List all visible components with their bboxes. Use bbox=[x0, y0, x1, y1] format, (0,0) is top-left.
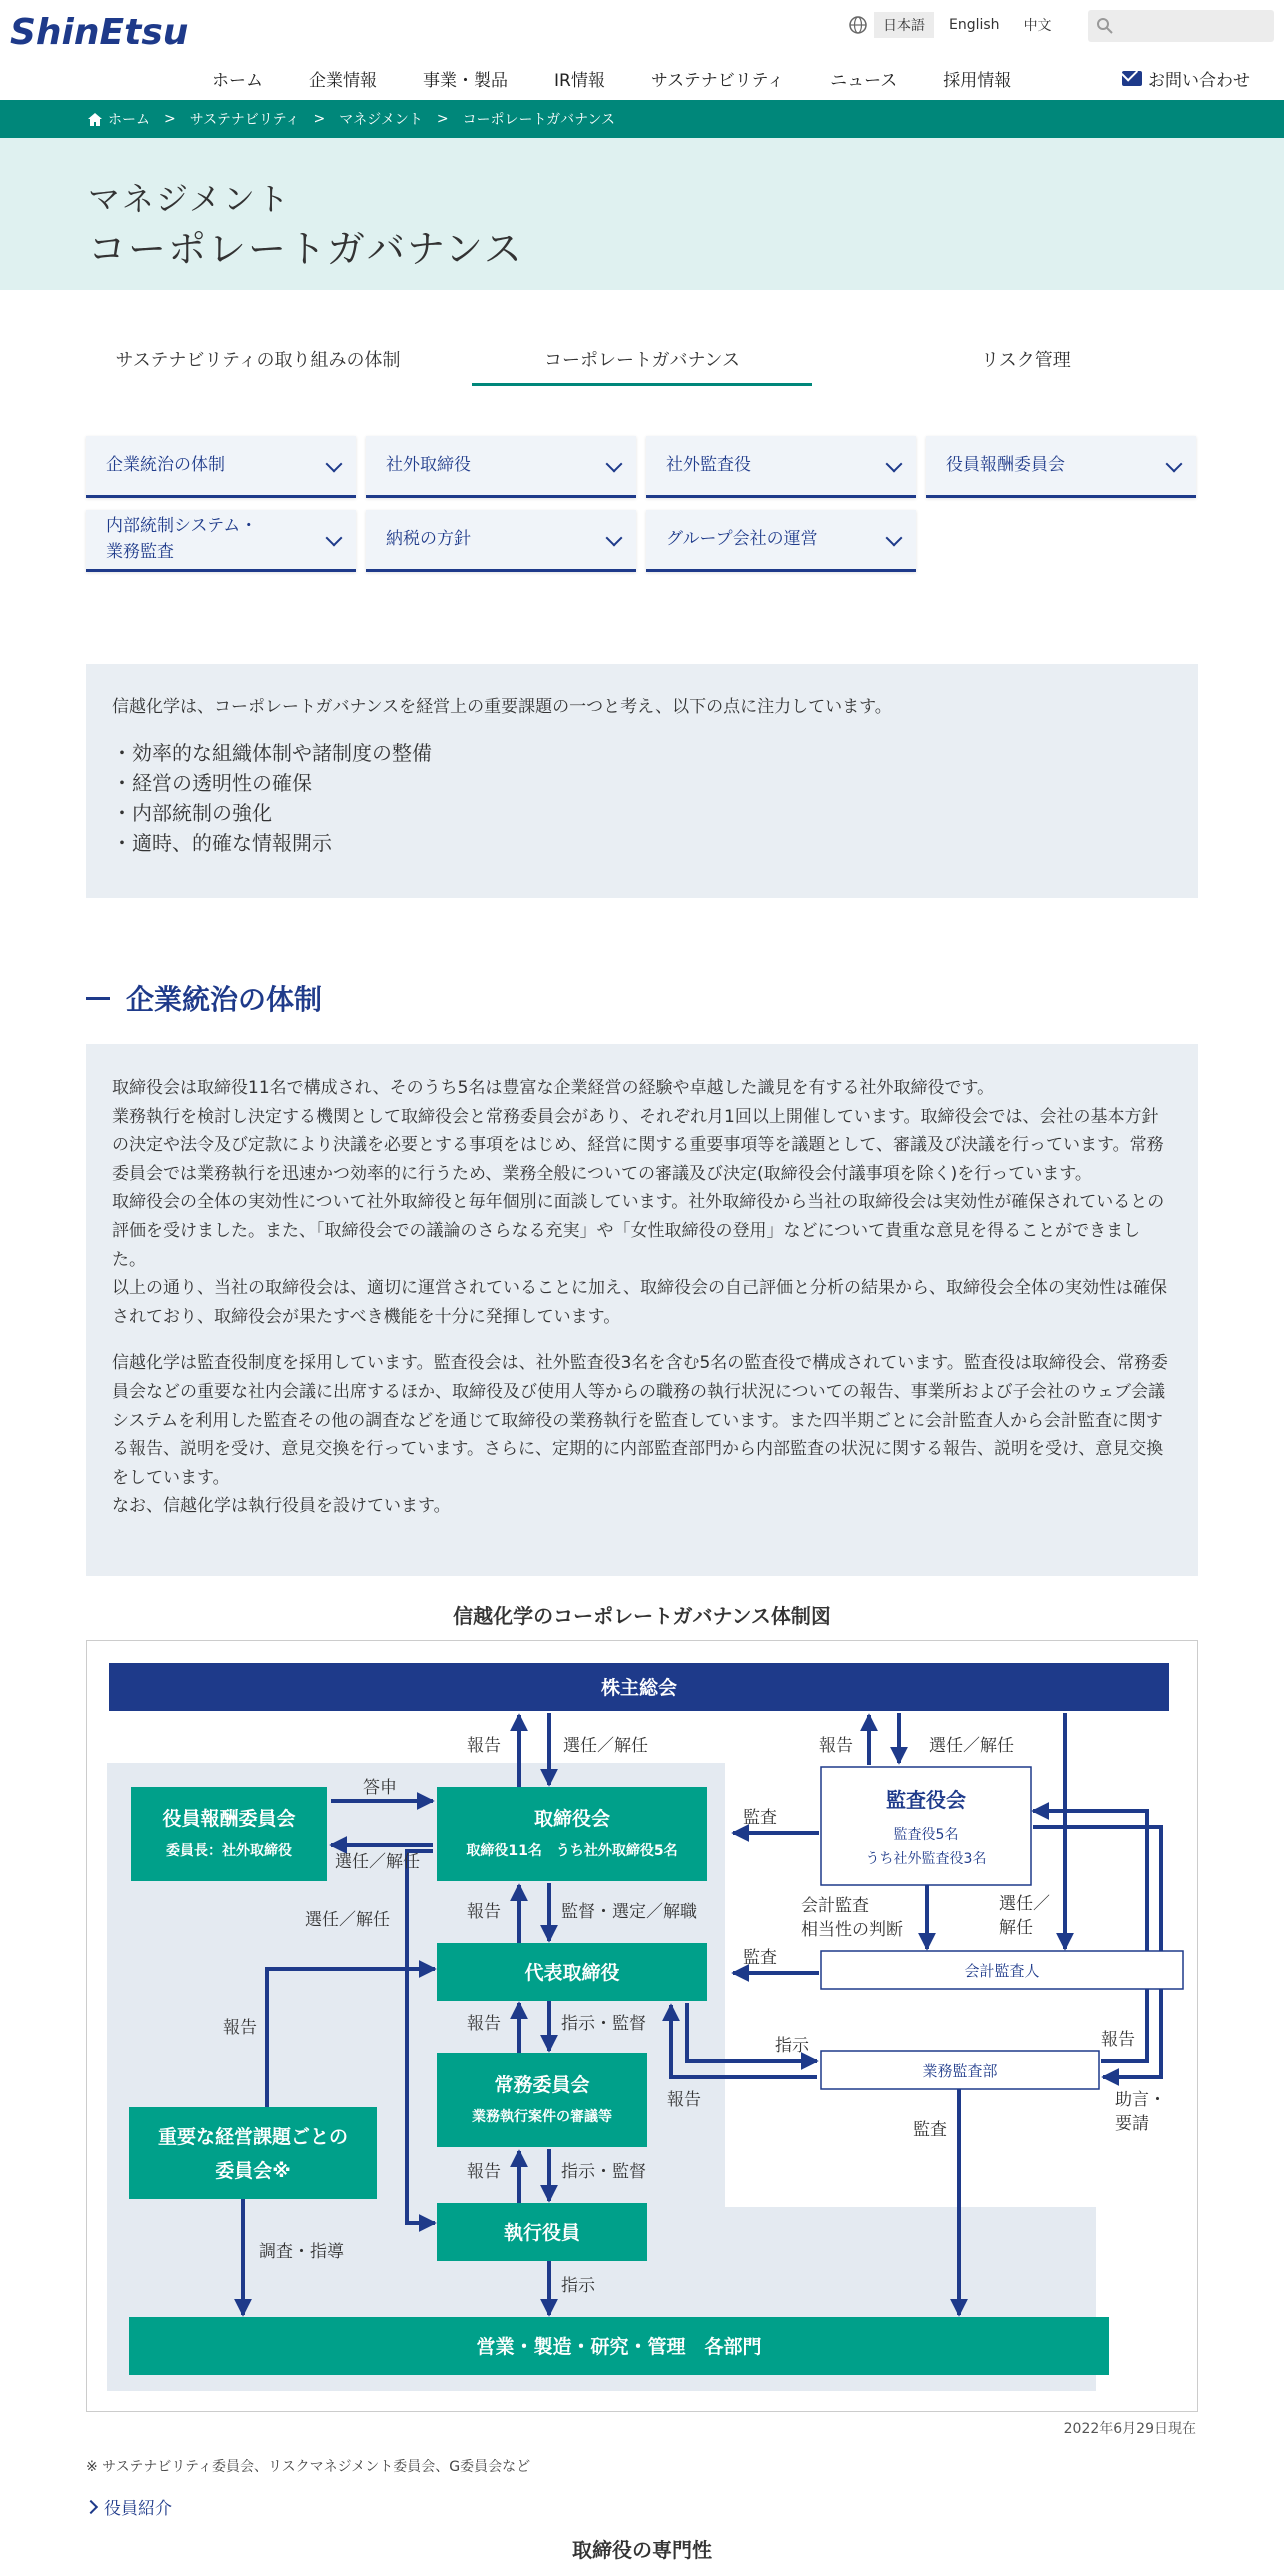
page-hero bbox=[0, 138, 1284, 290]
subnav-label: 役員報酬委員会 bbox=[946, 454, 1065, 475]
subnav-group-companies[interactable] bbox=[646, 510, 916, 572]
president-label: 代表取締役 bbox=[524, 1962, 620, 1984]
breadcrumb-sustainability[interactable]: サステナビリティ bbox=[189, 112, 300, 128]
label-instruct-supervise: 指示・監督 bbox=[561, 2014, 646, 2034]
shinetsu-logo[interactable] bbox=[8, 6, 188, 58]
chevron-down-icon bbox=[326, 530, 343, 547]
nav-sustainability[interactable]: サステナビリティ bbox=[650, 71, 785, 91]
governance-diagram-svg bbox=[87, 1641, 1199, 2413]
departments-label: 営業・製造・研究・管理 各部門 bbox=[476, 2336, 762, 2358]
compensation-committee-label: 役員報酬委員会 bbox=[162, 1808, 296, 1830]
section-body bbox=[86, 1044, 1198, 1576]
breadcrumb-separator: > bbox=[313, 111, 326, 127]
tab-corporate-governance[interactable]: コーポレートガバナンス bbox=[472, 346, 812, 386]
label-elect-b: 解任 bbox=[999, 1918, 1033, 1938]
breadcrumb bbox=[0, 100, 1284, 138]
label-advice-a: 助言・ bbox=[1115, 2090, 1166, 2110]
managing-committee-sub: 業務執行案件の審議等 bbox=[472, 2109, 612, 2125]
label-report: 報告 bbox=[819, 1736, 853, 1756]
managing-committee-label: 常務委員会 bbox=[494, 2074, 590, 2096]
accounting-auditor-label: 会計監査人 bbox=[964, 1962, 1040, 1980]
label-instruct: 指示 bbox=[561, 2276, 595, 2296]
label-advice-b: 要請 bbox=[1115, 2114, 1149, 2134]
label-report: 報告 bbox=[467, 1902, 501, 1922]
label-instruct-supervise: 指示・監督 bbox=[561, 2162, 646, 2182]
nav-business[interactable]: 事業・製品 bbox=[423, 71, 508, 91]
label-acct-audit-2: 相当性の判断 bbox=[801, 1920, 903, 1940]
subnav-label: 内部統制システム・ 業務監査 bbox=[106, 516, 258, 562]
label-report: 報告 bbox=[467, 1736, 501, 1756]
label-elect-a: 選任／ bbox=[999, 1894, 1050, 1914]
label-report: 報告 bbox=[223, 2018, 257, 2038]
label-acct-audit-1: 会計監査 bbox=[801, 1896, 869, 1916]
contact-link[interactable] bbox=[1122, 66, 1250, 91]
globe-icon bbox=[848, 15, 868, 35]
section-heading bbox=[86, 978, 322, 1018]
label-audit: 監査 bbox=[913, 2120, 947, 2140]
officers-link-label: 役員紹介 bbox=[104, 2499, 172, 2519]
subnav-compensation-committee[interactable] bbox=[926, 436, 1196, 498]
tab-sustainability-structure[interactable]: サステナビリティの取り組みの体制 bbox=[115, 350, 401, 371]
label-elect: 選任／解任 bbox=[563, 1736, 648, 1756]
shareholders-label: 株主総会 bbox=[600, 1677, 678, 1699]
lang-japanese[interactable]: 日本語 bbox=[874, 12, 934, 38]
label-elect: 選任／解任 bbox=[929, 1736, 1014, 1756]
label-report: 報告 bbox=[1101, 2030, 1135, 2050]
label-supervise: 監督・選定／解職 bbox=[561, 1902, 697, 1922]
lang-chinese[interactable]: 中文 bbox=[1023, 18, 1052, 34]
label-audit: 監査 bbox=[743, 1948, 777, 1968]
contact-label: お問い合わせ bbox=[1148, 71, 1250, 91]
officers-label: 執行役員 bbox=[503, 2222, 581, 2244]
board-label: 取締役会 bbox=[533, 1808, 611, 1830]
diagram-date: 2022年6月29日現在 bbox=[1063, 2421, 1196, 2437]
diagram-title: 信越化学のコーポレートガバナンス体制図 bbox=[453, 1604, 831, 1628]
intro-point: ・経営の透明性の確保 bbox=[112, 771, 312, 795]
label-instruct: 指示 bbox=[775, 2036, 809, 2056]
chevron-down-icon bbox=[606, 530, 623, 547]
chevron-down-icon bbox=[886, 456, 903, 473]
next-section-heading: 取締役の専門性 bbox=[572, 2538, 712, 2562]
auditors-box bbox=[821, 1767, 1031, 1885]
chevron-down-icon bbox=[326, 456, 343, 473]
label-report: 報告 bbox=[667, 2090, 701, 2110]
board-box bbox=[437, 1787, 707, 1881]
heading-bar bbox=[86, 997, 110, 1000]
board-sub: 取締役11名 うち社外取締役5名 bbox=[466, 1843, 678, 1859]
auditors-sub-1: 監査役5名 bbox=[893, 1827, 959, 1843]
subnav-label: 納税の方針 bbox=[386, 528, 471, 549]
body-paragraph-auditors: 信越化学は監査役制度を採用しています。監査役会は、社外監査役3名を含む5名の監査役で構成されています。監査役は取締役会、常務委員会などの重要な社内会議に出席するほか、取締役及び使用人等からの職務の執行状況についての報告、事業所および子会社のウェブ会議システムを利用した監査その他の調査などを通じて取締役の業務執行を監査しています。また四半期ごとに会計監査人から会計監査に関する報告、説明を受け、意見交換を行っています。さらに、定期的に内部監査部門から内部監査の状況に関する報告、説明を受け、意見交換をしています。 なお、信越化学は執行役員を設けています。 bbox=[112, 1353, 1168, 1517]
nav-careers[interactable]: 採用情報 bbox=[943, 71, 1012, 91]
nav-news[interactable]: ニュース bbox=[830, 71, 898, 91]
language-switcher bbox=[848, 12, 1061, 38]
chevron-down-icon bbox=[886, 530, 903, 547]
page-title: コーポレートガバナンス bbox=[88, 227, 524, 271]
label-report: 報告 bbox=[467, 2162, 501, 2182]
logo-text: ShinEtsu bbox=[10, 12, 188, 53]
subnav-label: 企業統治の体制 bbox=[106, 454, 225, 475]
issue-committees-box bbox=[129, 2107, 377, 2199]
governance-diagram bbox=[86, 1640, 1198, 2412]
compensation-committee-sub: 委員長：社外取締役 bbox=[166, 1843, 292, 1859]
nav-ir[interactable]: IR情報 bbox=[554, 71, 605, 91]
search-input[interactable] bbox=[1088, 10, 1274, 42]
breadcrumb-management[interactable]: マネジメント bbox=[339, 112, 423, 128]
breadcrumb-separator: > bbox=[436, 111, 449, 127]
main-nav bbox=[200, 66, 1057, 91]
subnav-governance-structure[interactable] bbox=[86, 436, 356, 498]
subnav-internal-control[interactable] bbox=[86, 510, 356, 572]
tab-risk-management[interactable]: リスク管理 bbox=[981, 350, 1071, 371]
label-consult: 答申 bbox=[363, 1778, 397, 1798]
body-paragraph-board: 取締役会は取締役11名で構成され、そのうち5名は豊富な企業経営の経験や卓越した識見を有する社外取締役です。 業務執行を検討し決定する機関として取締役会と常務委員会があり、それぞれ月1回以上開催しています。取締役会では、会社の基本方針の決定や法令及び定款により決議を必要とする事項をはじめ、経営に関する重要事項等を議題として、審議及び決議を行っています。常務委員会では業務執行を迅速かつ効率的に行うため、業務全般についての審議及び決定(取締役会付議事項を除く)を行っています。 取締役会の全体の実効性について社外取締役と毎年個別に面談しています。社外取締役から当社の取締役会は実効性が確保されているとの評価を受けました。また、「取締役会での議論のさらなる充実」や「女性取締役の登用」などについて貴重な意見を得ることができました。 以上の通り、当社の取締役会は、適切に運営されていることに加え、取締役会の自己評価と分析の結果から、取締役会全体の実効性は確保されており、取締役会が果たすべき機能を十分に発揮しています。 bbox=[112, 1078, 1168, 1327]
label-audit: 監査 bbox=[743, 1808, 777, 1828]
subnav-tax-policy[interactable] bbox=[366, 510, 636, 572]
section-title: 企業統治の体制 bbox=[126, 983, 323, 1016]
officers-link[interactable] bbox=[86, 2494, 172, 2519]
compensation-committee-box bbox=[131, 1787, 327, 1881]
label-elect: 選任／解任 bbox=[335, 1852, 420, 1872]
subnav-label: グループ会社の運営 bbox=[666, 528, 818, 549]
chevron-down-icon bbox=[1166, 456, 1183, 473]
intro-box bbox=[86, 664, 1198, 898]
internal-audit-label: 業務監査部 bbox=[922, 2062, 998, 2080]
nav-company[interactable]: 企業情報 bbox=[309, 71, 377, 91]
footnote: ※ サステナビリティ委員会、リスクマネジメント委員会、G委員会など bbox=[86, 2459, 531, 2475]
subnav-outside-auditors[interactable] bbox=[646, 436, 916, 498]
managing-committee-box bbox=[437, 2053, 647, 2147]
breadcrumb-separator: > bbox=[164, 111, 176, 127]
intro-point: ・適時、的確な情報開示 bbox=[112, 831, 332, 855]
issue-committees-label-2: 委員会※ bbox=[215, 2160, 291, 2182]
mail-icon bbox=[1122, 71, 1142, 86]
intro-lead: 信越化学は、コーポレートガバナンスを経営上の重要課題の一つと考え、以下の点に注力しています。 bbox=[112, 697, 892, 717]
intro-point: ・効率的な組織体制や諸制度の整備 bbox=[112, 741, 432, 765]
subnav-label: 社外監査役 bbox=[666, 454, 751, 475]
page-category: マネジメント bbox=[88, 180, 292, 218]
label-report: 報告 bbox=[467, 2014, 501, 2034]
home-icon bbox=[88, 113, 102, 126]
nav-home[interactable]: ホーム bbox=[212, 71, 263, 91]
auditors-label: 監査役会 bbox=[886, 1788, 966, 1812]
search-icon[interactable] bbox=[1096, 17, 1114, 35]
breadcrumb-current: コーポレートガバナンス bbox=[462, 112, 616, 128]
breadcrumb-home[interactable]: ホーム bbox=[108, 112, 150, 128]
intro-points bbox=[112, 738, 1172, 858]
intro-point: ・内部統制の強化 bbox=[112, 801, 272, 825]
auditors-sub-2: うち社外監査役3名 bbox=[865, 1851, 987, 1867]
subnav-outside-directors[interactable] bbox=[366, 436, 636, 498]
subnav-label: 社外取締役 bbox=[386, 454, 471, 475]
chevron-down-icon bbox=[606, 456, 623, 473]
label-elect: 選任／解任 bbox=[305, 1910, 390, 1930]
label-investigate: 調査・指導 bbox=[259, 2242, 344, 2262]
issue-committees-label-1: 重要な経営課題ごとの bbox=[157, 2126, 349, 2148]
chevron-right-icon bbox=[84, 2499, 98, 2513]
lang-english[interactable]: English bbox=[949, 17, 1000, 33]
